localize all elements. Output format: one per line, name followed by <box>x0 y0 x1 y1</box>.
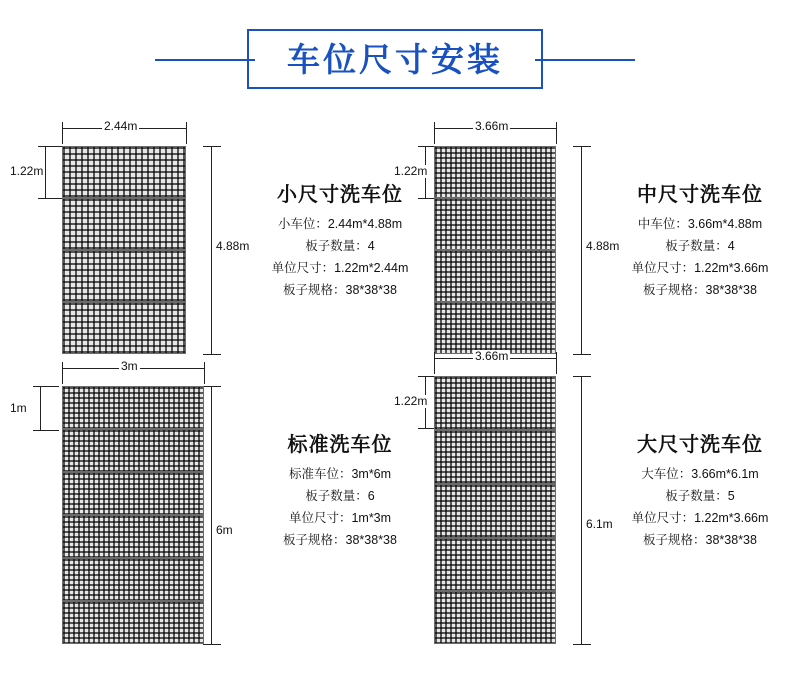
small-line-1: 小车位：2.44m*4.88m <box>277 217 403 231</box>
standard-info <box>240 428 440 555</box>
standard-line-3: 单位尺寸：1m*3m <box>288 511 392 525</box>
large-panel-4 <box>434 538 556 591</box>
large-top-tick-left <box>434 352 435 374</box>
standard-panel-4 <box>62 515 204 558</box>
large-top-dimension-label: 3.66m <box>475 349 509 363</box>
standard-line-2: 板子数量：6 <box>305 489 375 503</box>
standard-left-tick-top <box>33 386 59 387</box>
standard-panel-3 <box>62 472 204 515</box>
small-line-3: 单位尺寸：1.22m*2.44m <box>271 261 409 275</box>
large-info <box>610 428 790 555</box>
large-top-tick-right <box>556 352 557 374</box>
title-rule-right <box>535 59 635 61</box>
standard-panel-1 <box>62 386 204 429</box>
small-heading: 小尺寸洗车位 <box>277 184 403 206</box>
medium-line-3: 单位尺寸：1.22m*3.66m <box>631 261 769 275</box>
small-panel-4 <box>62 302 186 354</box>
medium-panel-2 <box>434 198 556 250</box>
large-line-2: 板子数量：5 <box>665 489 735 503</box>
medium-top-dimension-label: 3.66m <box>475 119 509 133</box>
small-right-tick-top <box>203 146 221 147</box>
standard-right-tick-top <box>203 386 221 387</box>
medium-right-dimension-label: 4.88m <box>586 239 620 253</box>
medium-line-1: 中车位：3.66m*4.88m <box>637 217 763 231</box>
standard-panel-6 <box>62 601 204 644</box>
standard-line-1: 标准车位：3m*6m <box>288 467 392 481</box>
large-right-tick-bottom <box>573 644 591 645</box>
medium-info <box>610 178 790 305</box>
small-left-tick-top <box>38 146 64 147</box>
standard-right-dimension-label: 6m <box>216 523 233 537</box>
small-right-dimension-line <box>211 146 212 354</box>
medium-line-4: 板子规格：38*38*38 <box>643 283 757 297</box>
large-right-tick-top <box>573 376 591 377</box>
medium-right-dimension-line <box>581 146 582 354</box>
small-panel-3 <box>62 250 186 302</box>
medium-panel-3 <box>434 250 556 302</box>
large-panel-5 <box>434 591 556 644</box>
medium-line-2: 板子数量：4 <box>665 239 735 253</box>
standard-right-tick-bottom <box>203 644 221 645</box>
medium-heading: 中尺寸洗车位 <box>637 184 763 206</box>
large-left-dimension-label: 1.22m <box>394 394 428 408</box>
large-right-dimension-line <box>581 376 582 644</box>
small-left-tick-bottom <box>38 198 64 199</box>
small-top-tick-left <box>62 122 63 144</box>
large-panel-2 <box>434 430 556 484</box>
page-title: 车位尺寸安装 <box>287 40 503 78</box>
small-right-dimension-label: 4.88m <box>216 239 250 253</box>
small-line-4: 板子规格：38*38*38 <box>283 283 397 297</box>
standard-left-dimension-label: 1m <box>10 401 27 415</box>
standard-heading: 标准洗车位 <box>287 434 393 456</box>
small-left-dimension-label: 1.22m <box>10 164 44 178</box>
title-banner <box>0 14 790 76</box>
standard-left-tick-bottom <box>33 430 59 431</box>
medium-top-tick-right <box>556 122 557 144</box>
standard-top-tick-right <box>204 362 205 384</box>
medium-panel-4 <box>434 302 556 354</box>
large-heading: 大尺寸洗车位 <box>637 434 763 456</box>
medium-right-tick-bottom <box>573 354 591 355</box>
small-top-dimension-label: 2.44m <box>104 119 138 133</box>
medium-left-dimension-label: 1.22m <box>394 164 428 178</box>
medium-right-tick-top <box>573 146 591 147</box>
standard-top-tick-left <box>62 362 63 384</box>
standard-panel-2 <box>62 429 204 472</box>
large-panel-1 <box>434 376 556 430</box>
medium-panel-1 <box>434 146 556 198</box>
standard-panel-5 <box>62 558 204 601</box>
small-line-2: 板子数量：4 <box>305 239 375 253</box>
small-panel-2 <box>62 198 186 250</box>
large-panel-3 <box>434 484 556 538</box>
medium-top-tick-left <box>434 122 435 144</box>
title-rule-left <box>155 59 255 61</box>
large-line-4: 板子规格：38*38*38 <box>643 533 757 547</box>
small-info <box>240 178 440 305</box>
standard-top-dimension-label: 3m <box>121 359 138 373</box>
large-right-dimension-label: 6.1m <box>586 517 613 531</box>
small-right-tick-bottom <box>203 354 221 355</box>
standard-left-dimension-line <box>40 386 41 430</box>
standard-line-4: 板子规格：38*38*38 <box>283 533 397 547</box>
large-line-3: 单位尺寸：1.22m*3.66m <box>631 511 769 525</box>
small-top-tick-right <box>186 122 187 144</box>
title-box <box>247 29 543 89</box>
small-panel-1 <box>62 146 186 198</box>
large-line-1: 大车位：3.66m*6.1m <box>641 467 759 481</box>
standard-right-dimension-line <box>211 386 212 644</box>
